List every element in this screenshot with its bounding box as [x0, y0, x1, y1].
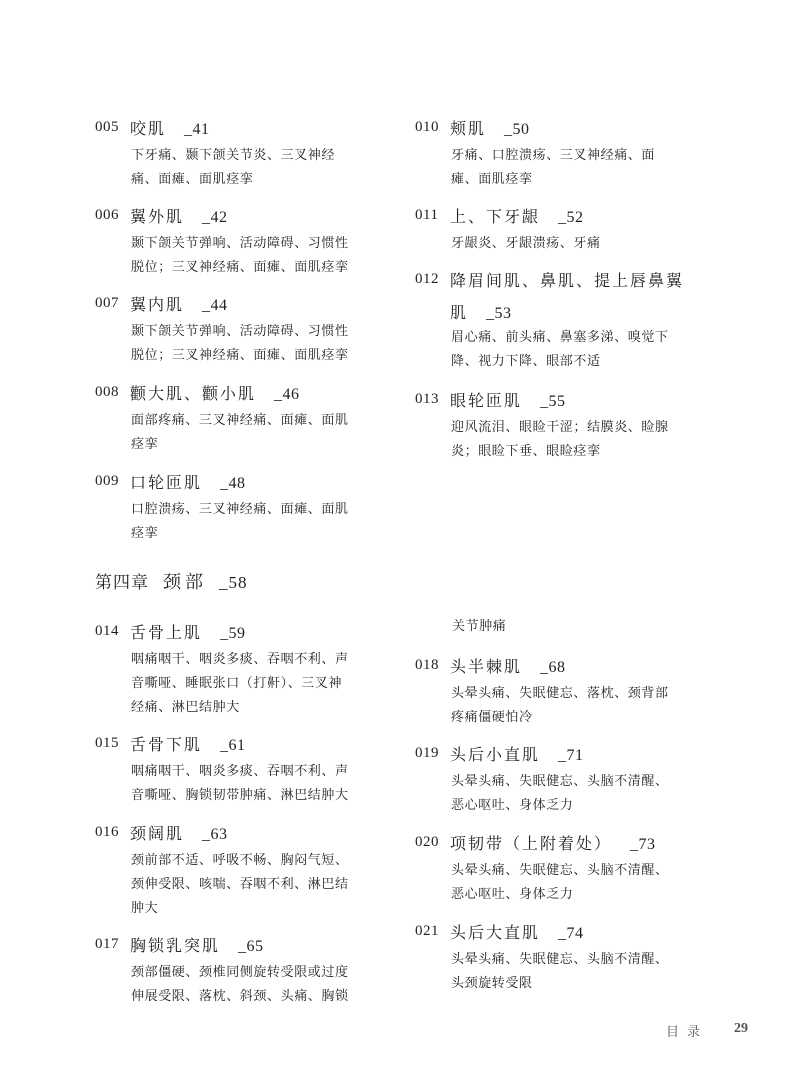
- entry-page: _55: [540, 393, 566, 410]
- entry-description: 颞下颌关节弹响、活动障碍、习惯性 脱位；三叉神经痛、面瘫、面肌痉挛: [131, 324, 349, 363]
- running-footer-title: 目录: [666, 1025, 709, 1040]
- entry-description: 面部疼痛、三叉神经痛、面瘫、面肌 痉挛: [131, 413, 349, 452]
- entry-page: _42: [202, 209, 228, 226]
- entry-page: _68: [540, 659, 566, 676]
- toc-entry-005: [95, 116, 395, 192]
- entry-title: 颧大肌、颧小肌: [130, 384, 257, 403]
- entry-page: _61: [220, 737, 246, 754]
- toc-entry-016: [95, 821, 395, 921]
- toc-entry-011: [415, 204, 715, 256]
- entry-description: 口腔溃疡、三叉神经痛、面瘫、面肌 痉挛: [131, 502, 349, 541]
- toc-entry-007: [95, 292, 395, 368]
- entry-number: 018: [415, 657, 439, 673]
- entry-number: 007: [95, 295, 119, 311]
- entry-number: 010: [415, 119, 439, 135]
- entry-number: 015: [95, 735, 119, 751]
- entry-description: 颈部僵硬、颈椎同侧旋转受限或过度 伸展受限、落枕、斜颈、头痛、胸锁: [131, 965, 349, 1004]
- entry-title: 上、下牙龈: [450, 207, 541, 226]
- entry-number: 016: [95, 824, 119, 840]
- entry-number: 013: [415, 391, 439, 407]
- entry-title: 项韧带（上附着处）: [450, 834, 613, 853]
- entry-title: 颊肌: [450, 119, 487, 138]
- entry-number: 009: [95, 473, 119, 489]
- entry-page: _59: [220, 625, 246, 642]
- entry-page: _48: [220, 475, 246, 492]
- toc-entry-012: [415, 268, 715, 374]
- chapter-label: 第四章: [95, 573, 149, 593]
- entry-page: _65: [238, 938, 264, 955]
- entry-description: 牙痛、口腔溃疡、三叉神经痛、面 瘫、面肌痉挛: [451, 148, 656, 187]
- entry-page: _52: [558, 209, 584, 226]
- entry-number: 020: [415, 834, 439, 850]
- entry-title: 头半棘肌: [450, 657, 523, 676]
- entry-number: 017: [95, 936, 119, 952]
- toc-entry-008: [95, 381, 395, 457]
- entry-number: 005: [95, 119, 119, 135]
- entry-number: 012: [415, 271, 439, 287]
- entry-description: 咽痛咽干、咽炎多痰、吞咽不利、声 音嘶哑、胸锁韧带肿痛、淋巴结肿大: [131, 764, 349, 803]
- entry-description: 颈前部不适、呼吸不畅、胸闷气短、 颈伸受限、咳喘、吞咽不利、淋巴结 肿大: [131, 853, 349, 916]
- entry-description: 头晕头痛、失眠健忘、头脑不清醒、 头颈旋转受限: [451, 952, 669, 991]
- entry-number: 011: [415, 207, 439, 223]
- entry-title: 舌骨下肌: [130, 735, 203, 754]
- chapter-heading: [95, 568, 248, 594]
- entry-page: _46: [274, 386, 300, 403]
- entry-description: 头晕头痛、失眠健忘、头脑不清醒、 恶心呕吐、身体乏力: [451, 863, 669, 902]
- toc-entry-017: [95, 933, 395, 1009]
- entry-title: 颈阔肌: [130, 824, 185, 843]
- entry-description: 牙龈炎、牙龈溃疡、牙痛: [451, 236, 601, 251]
- entry-description: 迎风流泪、眼睑干涩；结膜炎、睑腺 炎；眼睑下垂、眼睑痉挛: [451, 420, 669, 459]
- entry-page: _71: [558, 747, 584, 764]
- toc-entry-009: [95, 470, 395, 546]
- entry-description: 头晕头痛、失眠健忘、落枕、颈背部 疼痛僵硬怕冷: [451, 686, 669, 725]
- entry-title: 眼轮匝肌: [450, 391, 523, 410]
- entry-page: _63: [202, 826, 228, 843]
- entry-number: 021: [415, 923, 439, 939]
- toc-entry-014: [95, 620, 395, 720]
- entry-title: 咬肌: [130, 119, 167, 138]
- entry-description: 下牙痛、颞下颌关节炎、三叉神经 痛、面瘫、面肌痉挛: [131, 148, 336, 187]
- entry-title: 口轮匝肌: [130, 473, 203, 492]
- entry-description: 咽痛咽干、咽炎多痰、吞咽不利、声 音嘶哑、睡眠张口（打鼾）、三叉神 经痛、淋巴结肿大: [131, 652, 349, 715]
- entry-number: 014: [95, 623, 119, 639]
- entry-title: 头后小直肌: [450, 745, 541, 764]
- entry-number: 019: [415, 745, 439, 761]
- page-number: 29: [734, 1021, 748, 1036]
- toc-entry-015: [95, 732, 395, 808]
- entry-number: 008: [95, 384, 119, 400]
- entry-number: 006: [95, 207, 119, 223]
- entry-description: 眉心痛、前头痛、鼻塞多涕、嗅觉下 降、视力下降、眼部不适: [451, 330, 669, 369]
- entry-page: _53: [486, 305, 512, 322]
- entry-page: _41: [184, 121, 210, 138]
- toc-entry-013: [415, 388, 715, 464]
- entry-page: _73: [630, 836, 656, 853]
- entry-title: 翼内肌: [130, 295, 185, 314]
- entry-description: 颞下颌关节弹响、活动障碍、习惯性 脱位；三叉神经痛、面瘫、面肌痉挛: [131, 236, 349, 275]
- toc-entry-021: [415, 920, 715, 996]
- toc-entry-020: [415, 831, 715, 907]
- chapter-page: _58: [219, 573, 248, 592]
- entry-title: 翼外肌: [130, 207, 185, 226]
- entry-title-continued: 肌: [450, 303, 469, 322]
- entry-page: _44: [202, 297, 228, 314]
- entry-title: 降眉间肌、鼻肌、提上唇鼻翼: [450, 271, 685, 290]
- entry-title: 胸锁乳突肌: [130, 936, 221, 955]
- toc-entry-018: [415, 654, 715, 730]
- entry-page: _50: [504, 121, 530, 138]
- entry-title: 舌骨上肌: [130, 623, 203, 642]
- toc-entry-010: [415, 116, 715, 192]
- entry-description: 头晕头痛、失眠健忘、头脑不清醒、 恶心呕吐、身体乏力: [451, 774, 669, 813]
- toc-entry-019: [415, 742, 715, 818]
- chapter-name: 颈部: [163, 572, 207, 593]
- toc-entry-006: [95, 204, 395, 280]
- entry-title: 头后大直肌: [450, 923, 541, 942]
- entry-page: _74: [558, 925, 584, 942]
- entry-description-continued: 关节肿痛: [452, 619, 507, 634]
